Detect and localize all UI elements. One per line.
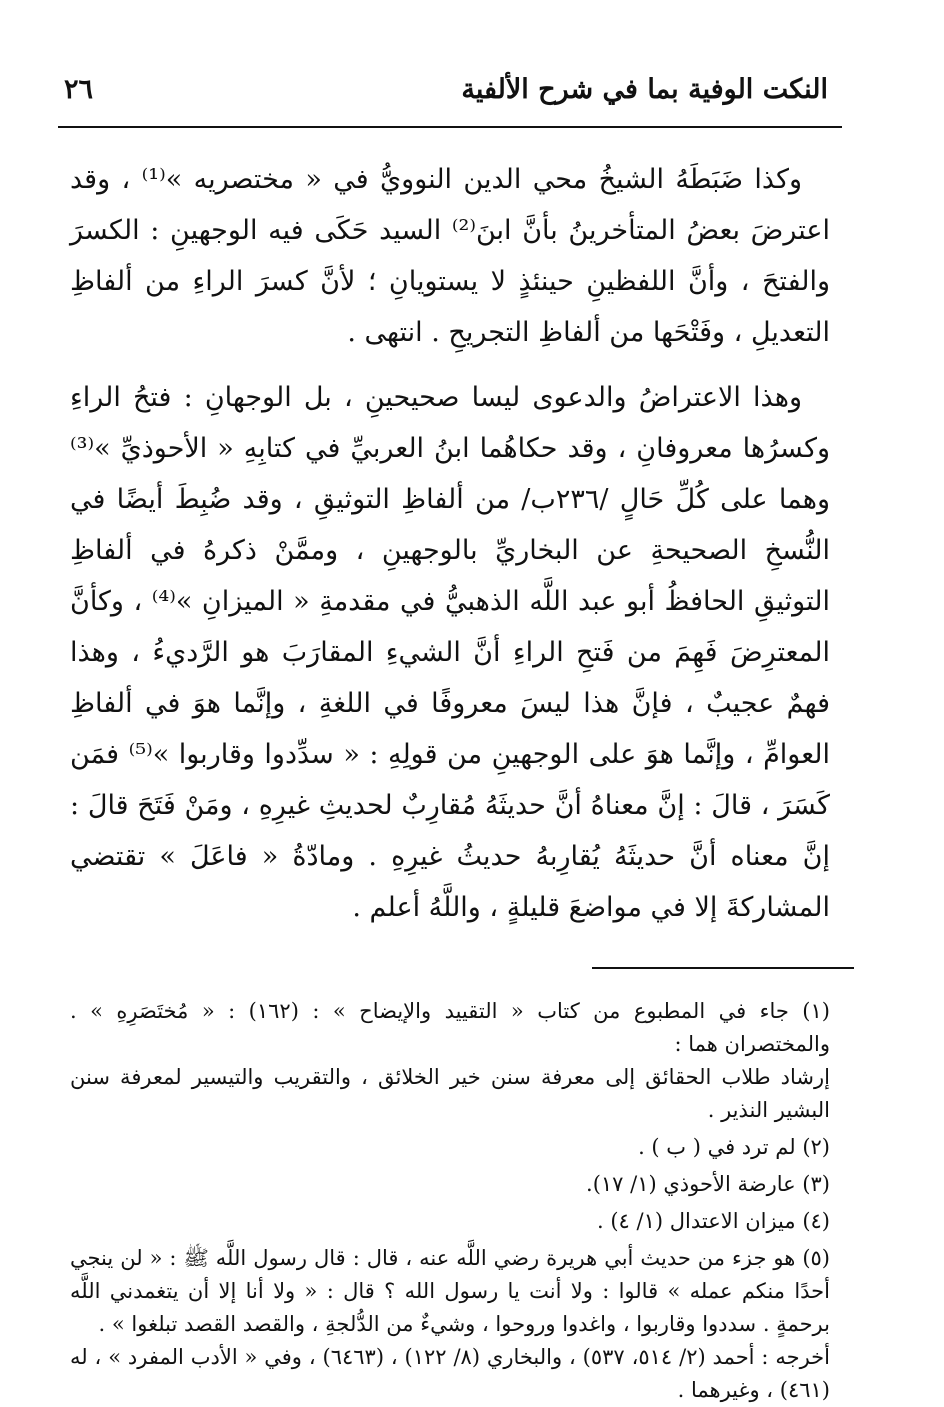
page-number: ٢٦ <box>64 74 94 105</box>
footnote-text: (٢) لم ترد في ( ب ) . <box>638 1135 830 1159</box>
footnote-text: (٣) عارضة الأحوذي (١/ ١٧). <box>586 1172 830 1196</box>
book-title: النكت الوفية بما في شرح الألفية <box>461 74 828 105</box>
footnote-separator <box>592 967 854 969</box>
paragraph: وهذا الاعتراضُ والدعوى ليسا صحيحينِ ، بل الوجهانِ : فتحُ الراءِ وكسرُها معروفانِ ، وقد حكاهُما ابنُ العربيِّ في كتابِهِ « الأحوذيِّ »⁽³⁾ وهما على كُلِّ حَالٍ /٢٣٦ب/ من ألفاظِ التوثيقِ ، وقد ضُبِطَ أيضًا في النُّسخِ الصحيحةِ عن البخاريِّ بالوجهينِ ، وممَّنْ ذكرهُ في ألفاظِ التوثيقِ الحافظُ أبو عبد اللَّه الذهبيُّ في مقدمةِ « الميزانِ »⁽⁴⁾ ، وكأنَّ المعترِضَ فَهِمَ من فَتحِ الراءِ أنَّ الشيءِ المقارَبَ هو الرَّديءُ ، وهذا فهمٌ عجيبٌ ، فإنَّ هذا ليسَ معروفًا في اللغةِ ، وإنَّما هوَ في ألفاظِ العوامِّ ، وإنَّما هوَ على الوجهينِ من قولِهِ : « سدِّدوا وقاربوا »⁽⁵⁾ فمَن كَسَرَ ، قالَ : إنَّ معناهُ أنَّ حديثَهُ مُقارِبٌ لحديثِ غيرِهِ ، ومَنْ فَتَحَ قالَ : إنَّ معناه أنَّ حديثَهُ يُقارِبهُ حديثُ غيرِهِ . ومادّةُ « فاعَلَ » تقتضي المشاركةَ إلا في مواضعَ قليلةٍ ، واللَّهُ أعلم . <box>70 382 830 923</box>
running-header <box>58 60 842 128</box>
footnote-2 <box>70 1131 830 1164</box>
footnote-continuation: إرشاد طلاب الحقائق إلى معرفة سنن خير الخلائق ، والتقريب والتيسير لمعرفة سنن البشير النذير . <box>70 1065 830 1122</box>
main-text <box>58 154 842 933</box>
book-page <box>58 60 842 1402</box>
footnote-continuation: أخرجه : أحمد (٢/ ٥١٤، ٥٣٧) ، والبخاري (٨/ ١٢٢) ، (٦٤٦٣) ، وفي « الأدب المفرد » ، له (٤٦١) ، وغيرهما . <box>70 1345 830 1402</box>
footnote-4 <box>70 1205 830 1238</box>
footnote-1 <box>70 995 830 1127</box>
footnote-3 <box>70 1168 830 1201</box>
footnote-text: (٥) هو جزء من حديث أبي هريرة رضي اللَّه عنه ، قال : قال رسول اللَّه ﷺ : « لن ينجي أحدًا منكم عمله » قالوا : ولا أنت يا رسول الله ؟ قال : « ولا أنا إلا أن يتغمدني اللَّه برحمةٍ . سددوا وقاربوا ، واغدوا وروحوا ، وشيءٌ من الدُّلجةِ ، والقصد القصد تبلغوا » . <box>70 1246 830 1336</box>
paragraph: وكذا ضَبَطَهُ الشيخُ محي الدين النوويُّ في « مختصريه »⁽¹⁾ ، وقد اعترضَ بعضُ المتأخرينُ بأنَّ ابنَ⁽²⁾ السيد حَكَى فيه الوجهينِ : الكسرَ والفتحَ ، وأنَّ اللفظينِ حينئذٍ لا يستويانِ ؛ لأنَّ كسرَ الراءِ من ألفاظِ التعديلِ ، وفَتْحَها من ألفاظِ التجريحِ . انتهى . <box>70 164 830 348</box>
footnotes <box>58 995 842 1407</box>
footnote-5 <box>70 1242 830 1407</box>
footnote-text: (٤) ميزان الاعتدال (١/ ٤) . <box>597 1209 830 1233</box>
footnote-text: (١) جاء في المطبوع من كتاب « التقييد والإيضاح » : (١٦٢) : « مُختَصَرِهِ » . والمختصران هما : <box>70 999 830 1056</box>
